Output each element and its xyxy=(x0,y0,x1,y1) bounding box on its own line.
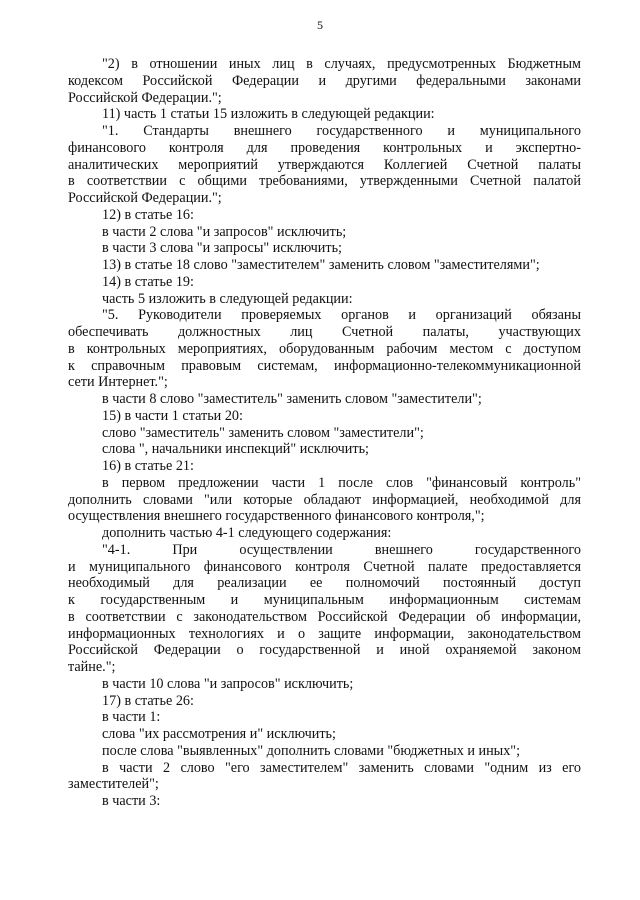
text-line: осуществления внешнего государственного финансового контроля,"; xyxy=(68,508,485,525)
text-line: 15) в части 1 статьи 20: xyxy=(102,407,243,424)
text-line: тайне."; xyxy=(68,659,116,675)
text-line: и муниципального финансового контроля Счетной палате предоставляется xyxy=(68,558,581,575)
text-line: часть 5 изложить в следующей редакции: xyxy=(102,290,353,307)
text-line: финансового контроля для проведения контрольных и экспертно- xyxy=(68,139,581,156)
text-line: Российской Федерации о государственной и иной охраняемой законом xyxy=(68,642,581,659)
text-line: аналитических мероприятий утверждаются Коллегией Счетной палаты xyxy=(68,156,581,173)
text-line: после слова "выявленных" дополнить словами "бюджетных и иных"; xyxy=(102,742,521,759)
text-line: Российской Федерации."; xyxy=(68,190,222,206)
text-line: слово "заместитель" заменить словом "заместители"; xyxy=(102,424,424,441)
text-line: "5. Руководители проверяемых органов и организаций обязаны xyxy=(102,307,581,324)
text-line: в части 3 слова "и запросы" исключить; xyxy=(102,240,342,257)
text-line: к государственным и муниципальным информационным системам xyxy=(68,592,581,608)
text-line: 14) в статье 19: xyxy=(102,273,194,290)
text-line: "2) в отношении иных лиц в случаях, предусмотренных Бюджетным xyxy=(102,56,581,72)
text-line: "1. Стандарты внешнего государственного и муниципального xyxy=(102,123,581,139)
page-number: 5 xyxy=(317,18,323,32)
text-line: в части 2 слово "его заместителем" заменить словами "одним из его xyxy=(102,759,581,776)
text-line: к справочным правовым системам, информационно-телекоммуникационной xyxy=(68,357,581,374)
text-line: в части 8 слово "заместитель" заменить словом "заместители"; xyxy=(102,391,482,407)
text-line: в части 3: xyxy=(102,793,161,809)
text-line: в первом предложении части 1 после слов "финансовый контроль" xyxy=(102,474,581,491)
text-line: слова ", начальники инспекций" исключить; xyxy=(102,441,369,458)
text-line: 17) в статье 26: xyxy=(102,692,194,709)
text-line: слова "их рассмотрения и" исключить; xyxy=(102,726,336,742)
text-line: заместителей"; xyxy=(68,776,159,793)
text-line: в части 2 слова "и запросов" исключить; xyxy=(102,223,347,240)
text-line: сети Интернет."; xyxy=(68,374,168,391)
text-line: 11) часть 1 статьи 15 изложить в следующей редакции: xyxy=(102,106,435,123)
text-line: дополнить словами "или которые обладают информацией, необходимой для xyxy=(68,491,581,508)
text-line: Российской Федерации."; xyxy=(68,89,222,106)
text-line: кодексом Российской Федерации и другими федеральными законами xyxy=(68,72,581,89)
document-body xyxy=(68,56,581,810)
text-line: в соответствии с законодательством Российской Федерации об информации, xyxy=(68,608,581,625)
text-line: "4-1. При осуществлении внешнего государственного xyxy=(102,541,581,558)
text-line: в части 10 слова "и запросов" исключить; xyxy=(102,675,354,692)
text-line: дополнить частью 4-1 следующего содержания: xyxy=(102,525,392,541)
text-line: необходимый для реализации ее полномочий постоянный доступ xyxy=(68,575,581,592)
text-line: 13) в статье 18 слово "заместителем" заменить словом "заместителями"; xyxy=(102,257,540,273)
text-line: 12) в статье 16: xyxy=(102,206,194,223)
text-line: 16) в статье 21: xyxy=(102,458,194,474)
text-line: в контрольных мероприятиях, оборудованным рабочим местом с доступом xyxy=(68,340,581,357)
text-line: в соответствии с общими требованиями, утвержденными Счетной палатой xyxy=(68,173,581,190)
text-line: в части 1: xyxy=(102,709,161,726)
text-line: информационных технологиях и о защите информации, законодательством xyxy=(68,625,581,642)
text-line: обеспечивать должностных лиц Счетной палаты, участвующих xyxy=(68,324,581,340)
